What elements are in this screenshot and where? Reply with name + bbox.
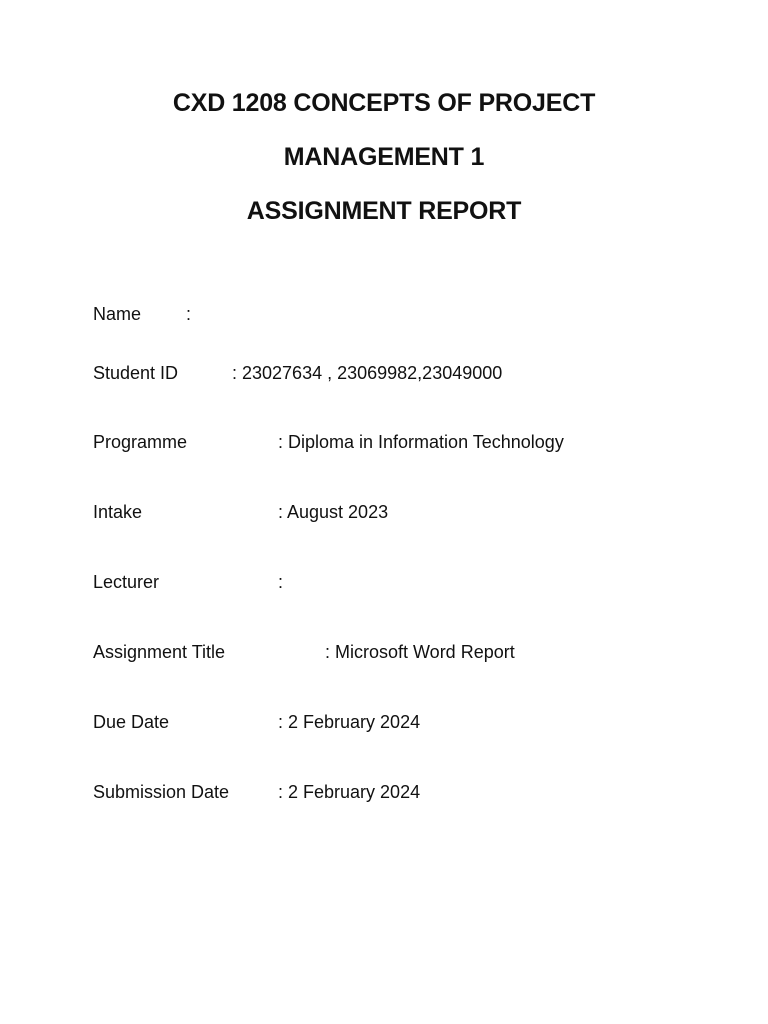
field-programme-label: Programme	[93, 432, 188, 452]
field-name-value: :	[186, 304, 192, 324]
document-title-line-1: CXD 1208 CONCEPTS OF PROJECT	[172, 89, 596, 117]
field-student-id-label: Student ID	[93, 363, 179, 383]
field-assignment-title-label: Assignment Title	[93, 642, 226, 662]
field-name-label: Name	[93, 304, 142, 324]
document-title-line-2: MANAGEMENT 1	[283, 143, 485, 171]
field-submission-date-label: Submission Date	[93, 782, 230, 802]
field-student-id-value: : 23027634 , 23069982,23049000	[232, 363, 503, 383]
field-due-date-label: Due Date	[93, 712, 170, 732]
field-assignment-title-value: : Microsoft Word Report	[325, 642, 515, 662]
document-title-line-3: ASSIGNMENT REPORT	[246, 197, 522, 225]
field-submission-date-value: : 2 February 2024	[278, 782, 421, 802]
field-due-date-value: : 2 February 2024	[278, 712, 421, 732]
field-lecturer-value: :	[278, 572, 284, 592]
field-programme-value: : Diploma in Information Technology	[278, 432, 564, 452]
field-intake-label: Intake	[93, 502, 143, 522]
field-lecturer-label: Lecturer	[93, 572, 160, 592]
field-intake-value: : August 2023	[278, 502, 389, 522]
